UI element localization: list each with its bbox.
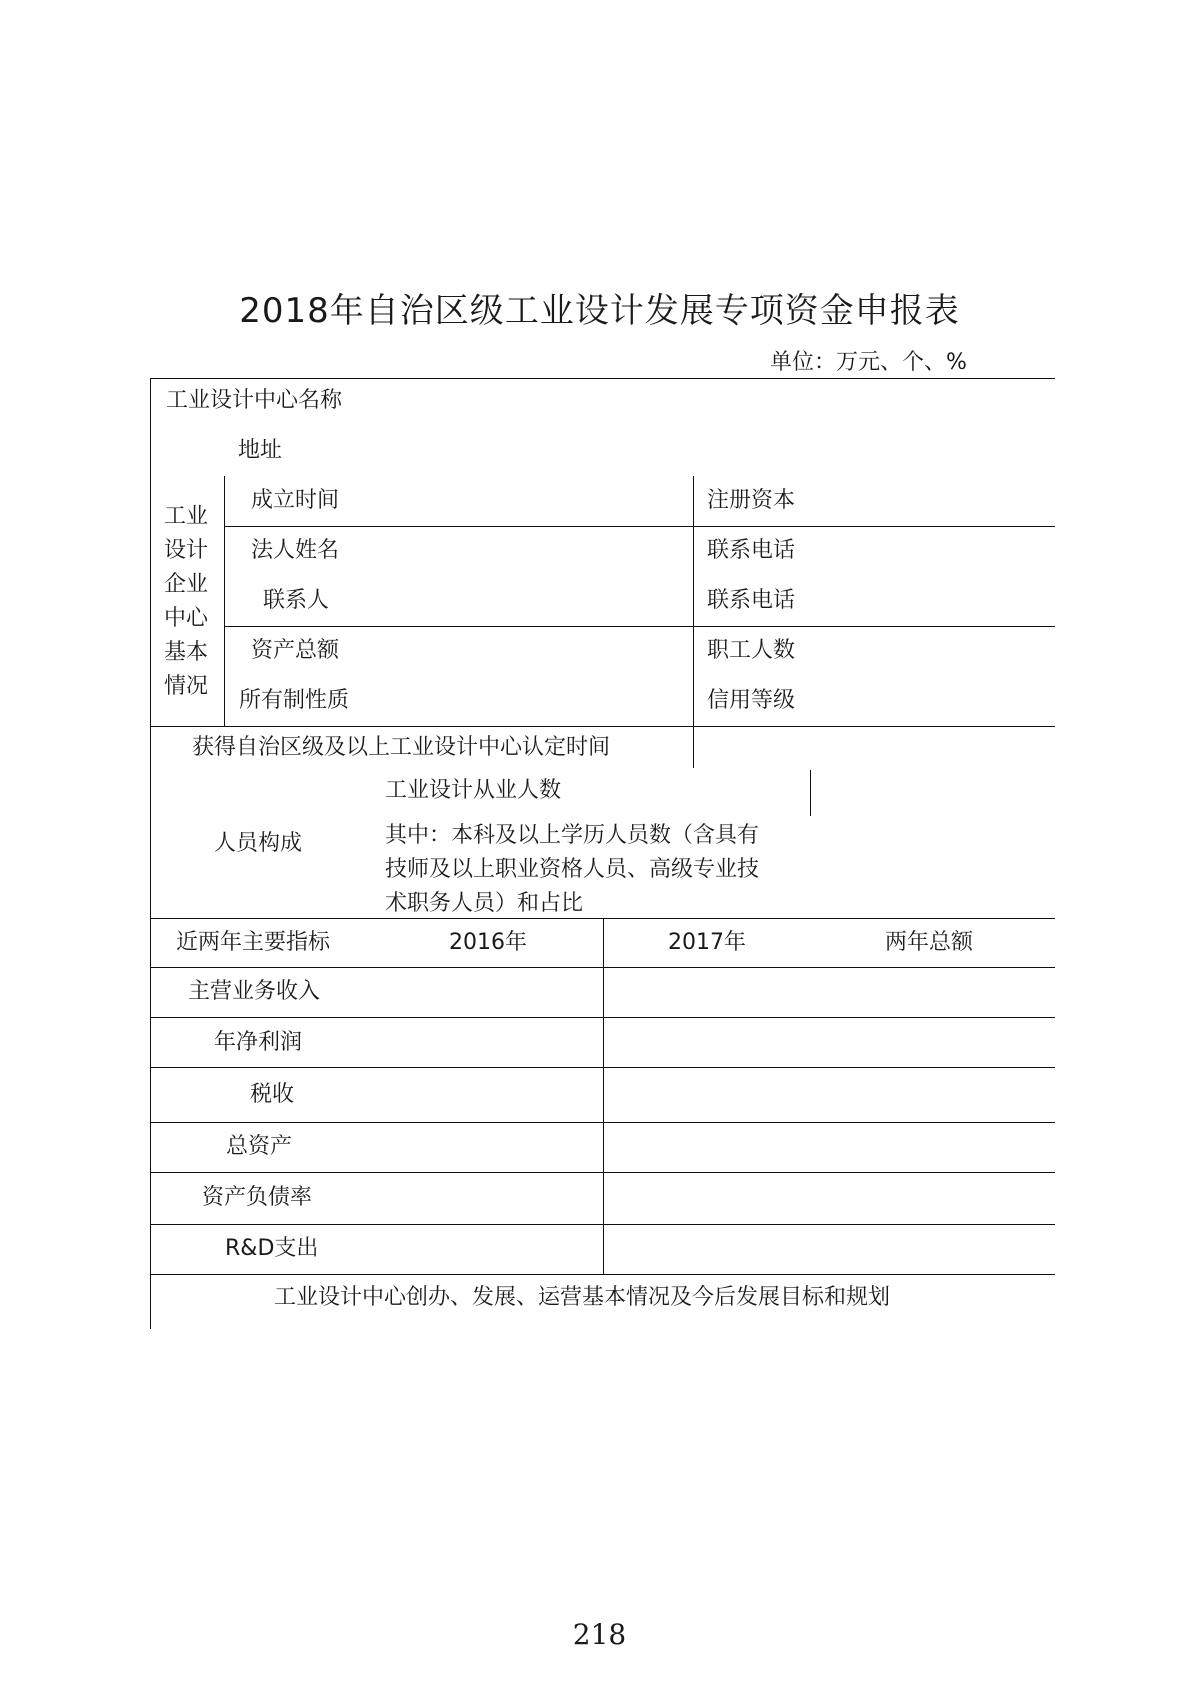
rule-basic-info-label <box>224 476 225 726</box>
rule-after-contact <box>224 626 1055 627</box>
total-assets-label: 资产总额 <box>251 638 340 663</box>
ownership-label: 所有制性质 <box>239 688 350 713</box>
debt-ratio-label: 资产负债率 <box>202 1185 313 1210</box>
basic-info-section-label: 工业 设计 企业 中心 基本 情况 <box>163 504 208 699</box>
rule-basic-info-mid <box>693 476 694 726</box>
contact-label: 联系人 <box>263 588 330 613</box>
two-year-total-label: 两年总额 <box>885 930 974 955</box>
registered-capital-label: 注册资本 <box>707 488 796 513</box>
form-top-border <box>150 378 1055 379</box>
rule-certification <box>693 726 694 768</box>
net-profit-label: 年净利润 <box>214 1030 303 1055</box>
year-2016-label: 2016年 <box>449 930 527 955</box>
rule-after-basic-info <box>150 726 1055 727</box>
rd-expense-label: R&D支出 <box>225 1236 319 1261</box>
year-2017-label: 2017年 <box>668 930 746 955</box>
plan-label: 工业设计中心创办、发展、运营基本情况及今后发展目标和规划 <box>274 1285 891 1310</box>
legal-person-label: 法人姓名 <box>251 538 340 563</box>
phone-label-2: 联系电话 <box>707 588 796 613</box>
address-label: 地址 <box>238 438 283 463</box>
form-title: 2018年自治区级工业设计发展专项资金申报表 <box>239 291 960 331</box>
tax-label: 税收 <box>250 1082 295 1107</box>
founded-label: 成立时间 <box>251 488 340 513</box>
form-left-border <box>150 378 151 1329</box>
rule-after-rd <box>150 1274 1055 1275</box>
page-number: 218 <box>572 1618 627 1651</box>
application-form <box>150 378 1055 1329</box>
total-assets-row-label: 总资产 <box>226 1134 293 1159</box>
employees-label: 职工人数 <box>707 638 796 663</box>
practitioners-label: 工业设计从业人数 <box>385 778 562 803</box>
personnel-section-label: 人员构成 <box>214 831 303 856</box>
unit-note: 单位：万元、个、% <box>770 350 967 375</box>
of-which-label: 其中：本科及以上学历人员数（含具有 技师及以上职业资格人员、高级专业技 术职务人员）和占比 <box>385 823 760 916</box>
rule-after-founded <box>224 526 1055 527</box>
certification-label: 获得自治区级及以上工业设计中心认定时间 <box>192 735 611 760</box>
revenue-label: 主营业务收入 <box>188 979 321 1004</box>
indicators-header-label: 近两年主要指标 <box>176 930 331 955</box>
credit-label: 信用等级 <box>707 688 796 713</box>
rule-practitioners <box>810 770 811 816</box>
rule-indicators <box>603 918 604 1274</box>
center-name-label: 工业设计中心名称 <box>166 388 343 413</box>
phone-label-1: 联系电话 <box>707 538 796 563</box>
